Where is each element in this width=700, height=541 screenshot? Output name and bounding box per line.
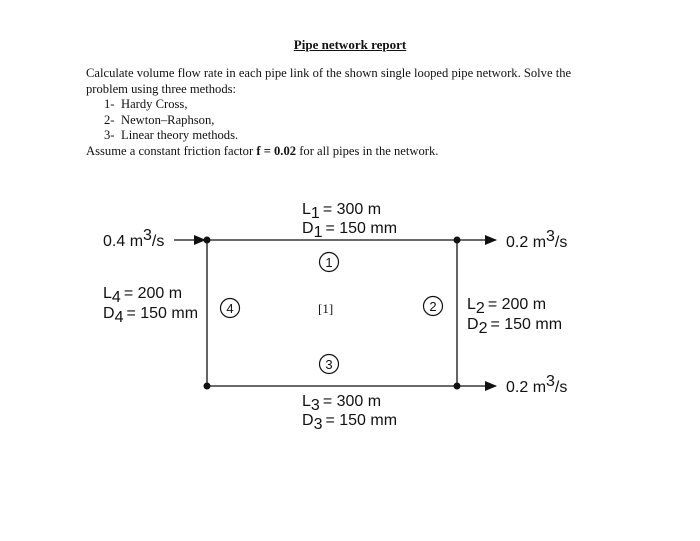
intro-line-2: problem using three methods: (86, 81, 237, 96)
method-number: 2- (104, 112, 115, 127)
node-bottom-right (454, 383, 461, 390)
loop-label: [1] (318, 301, 334, 316)
inflow-label: 0.4 m3/s (103, 227, 165, 250)
pipe-3-diameter: D3 = 150 mm (302, 412, 398, 433)
pipe-1-diameter: D1 = 150 mm (302, 220, 398, 241)
pipe-1-number (320, 253, 339, 272)
outflow-top-label: 0.2 m3/s (506, 228, 568, 251)
node-bottom-left (204, 383, 211, 390)
method-label: Hardy Cross, (121, 97, 188, 111)
intro-line-1: Calculate volume flow rate in each pipe link of the shown single looped pipe network. Solve the (86, 66, 572, 80)
svg-text:1: 1 (325, 255, 333, 270)
pipe-2-diameter: D2 = 150 mm (467, 316, 563, 337)
assume-suffix: for all pipes in the network. (299, 143, 439, 158)
outflow-bottom-label: 0.2 m3/s (506, 373, 568, 396)
node-top-right (454, 237, 461, 244)
method-label: Newton–Raphson, (121, 112, 215, 127)
pipe-2-number (424, 297, 443, 316)
svg-text:3: 3 (325, 357, 333, 372)
node-top-left (204, 237, 211, 244)
assume-prefix: Assume a constant friction factor (86, 143, 254, 158)
svg-text:4: 4 (226, 301, 234, 316)
report-title: Pipe network report (293, 37, 407, 52)
pipe-2-length: L2 = 200 m (467, 296, 547, 317)
svg-text:2: 2 (429, 299, 437, 314)
friction-symbol: f (256, 143, 261, 158)
pipe-3-number (320, 355, 339, 374)
pipe-3-length: L3 = 300 m (302, 393, 382, 414)
friction-value: = 0.02 (263, 143, 297, 158)
pipe-4-length: L4 = 200 m (103, 285, 183, 306)
method-label: Linear theory methods. (121, 128, 239, 142)
pipe-4-number (221, 299, 240, 318)
method-number: 3- (104, 128, 115, 142)
pipe-4-diameter: D4 = 150 mm (103, 305, 199, 326)
method-number: 1- (104, 97, 115, 111)
pipe-1-length: L1 = 300 m (302, 201, 382, 222)
